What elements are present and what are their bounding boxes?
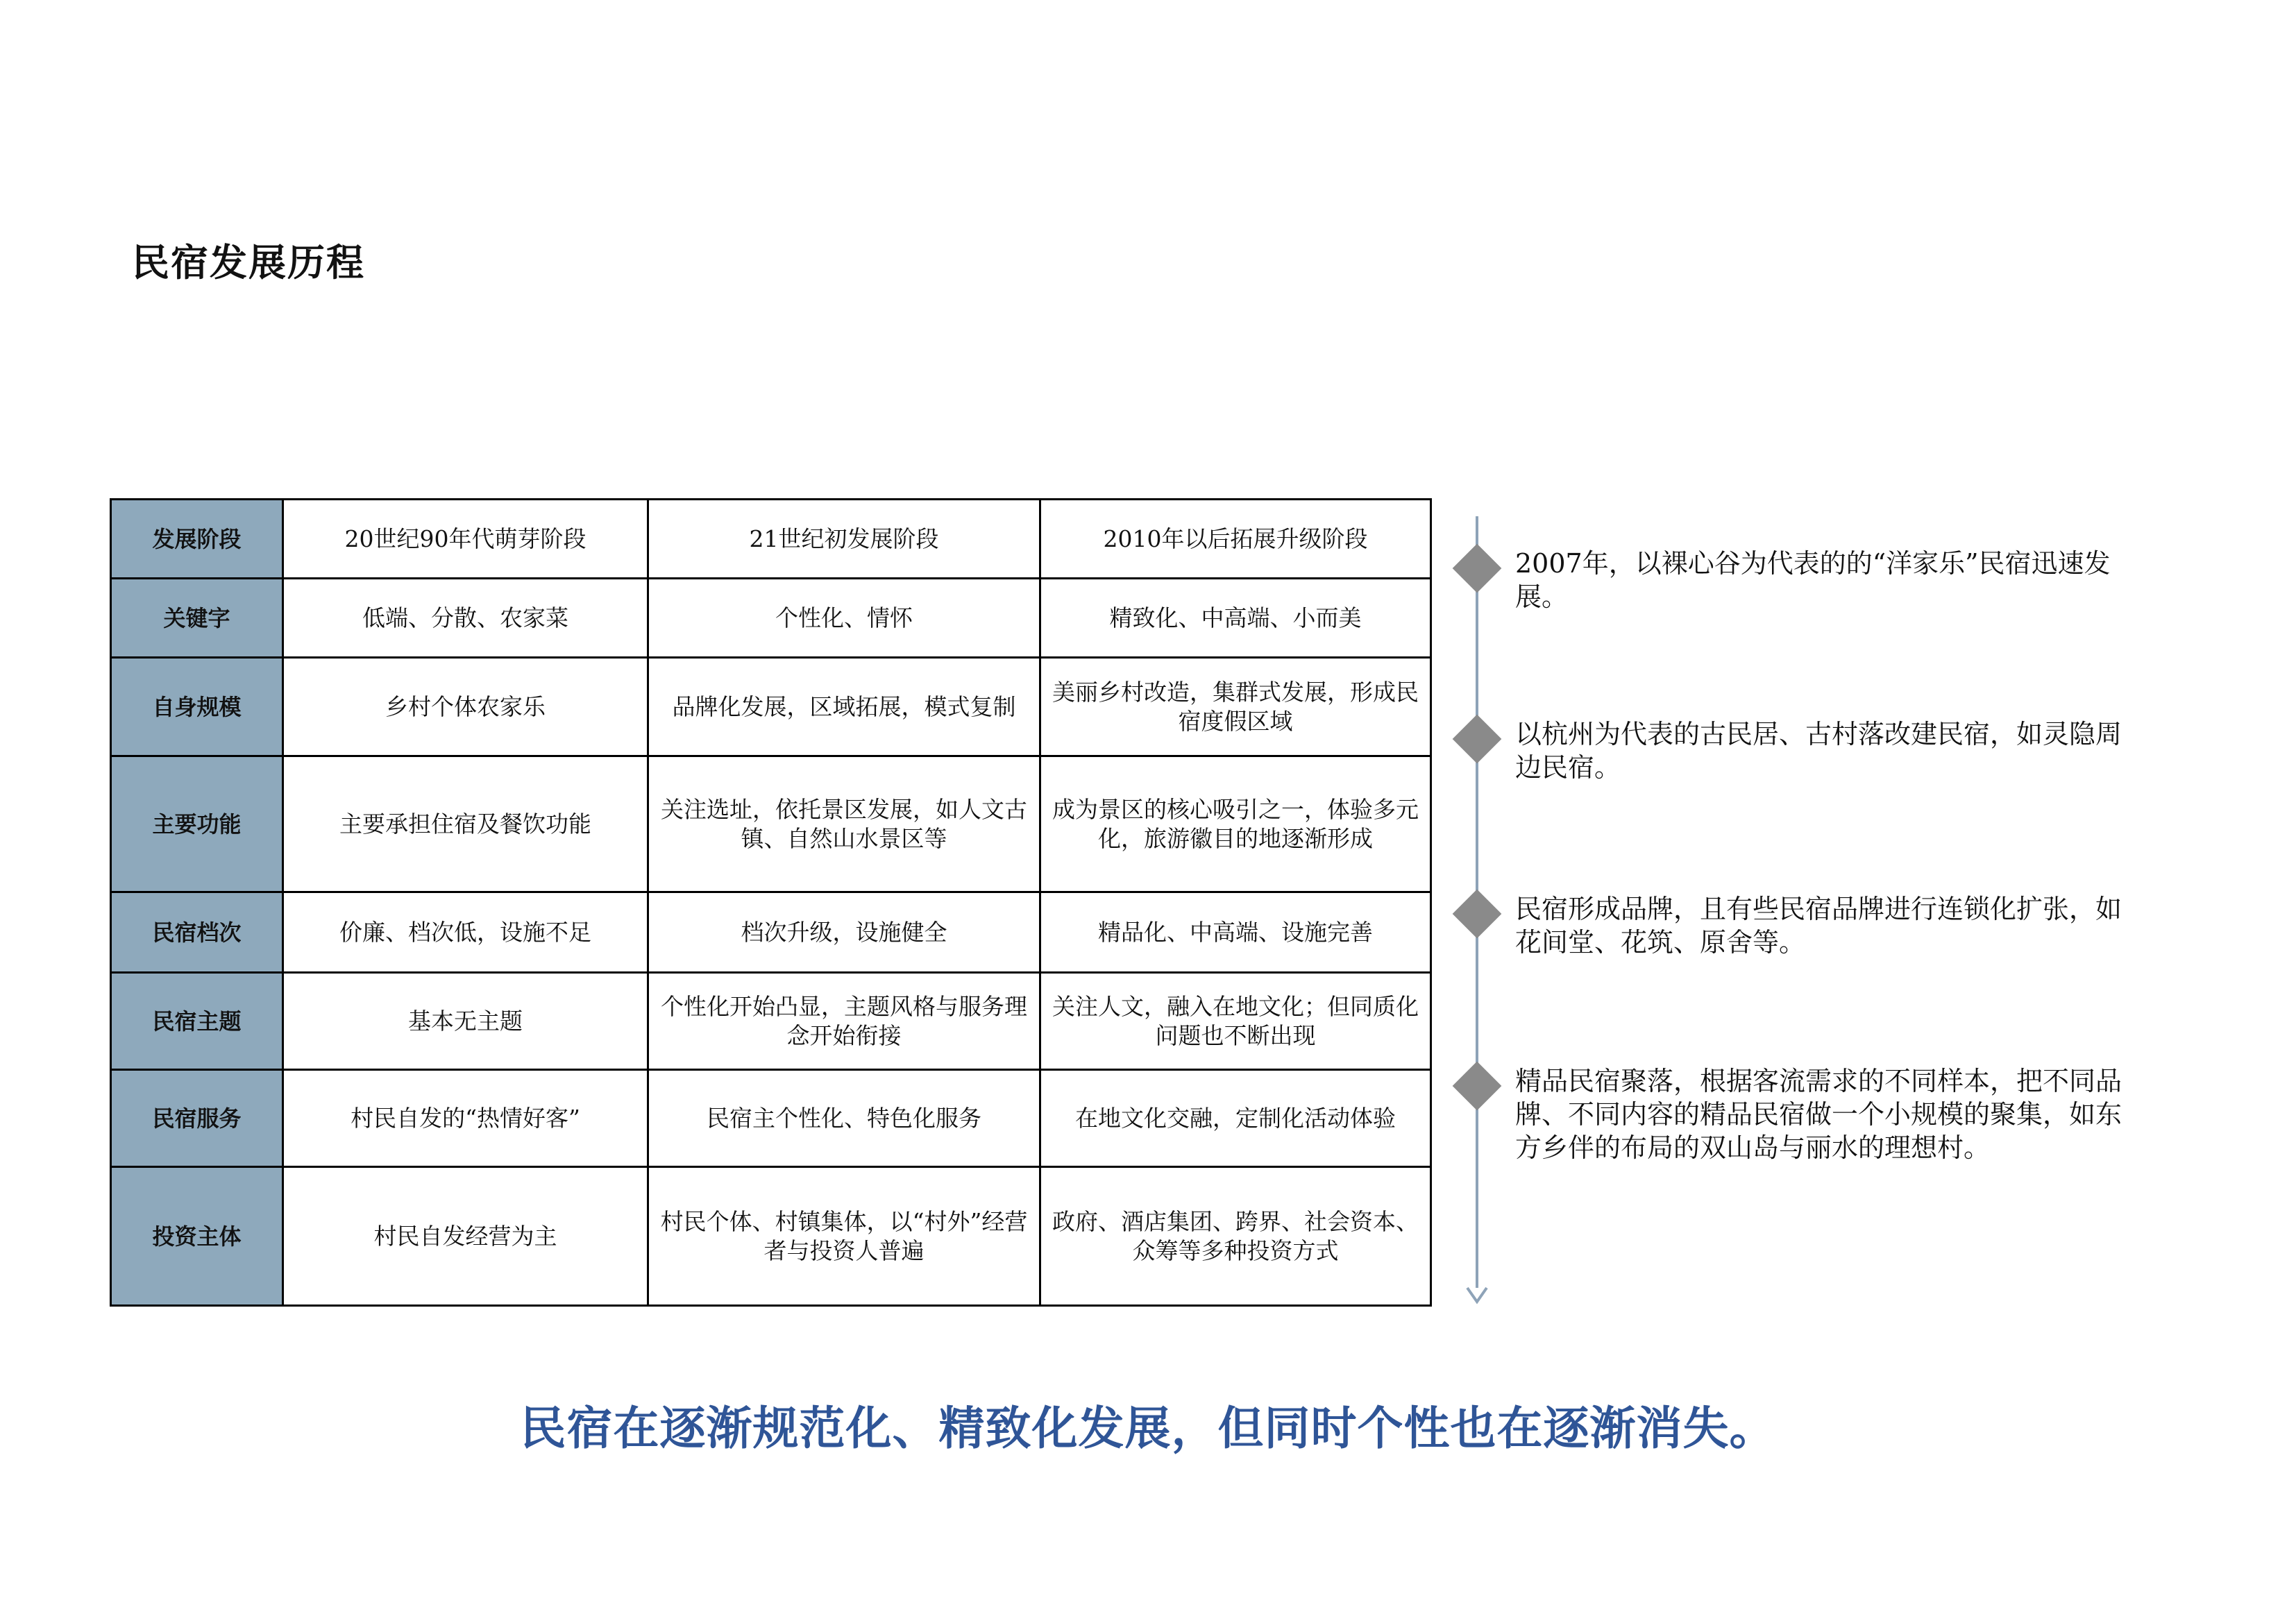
table-cell: 乡村个体农家乐	[283, 658, 648, 756]
table-cell: 精品化、中高端、设施完善	[1040, 892, 1431, 973]
table-cell: 21世纪初发展阶段	[648, 500, 1040, 579]
row-header: 民宿服务	[111, 1070, 283, 1167]
table-row	[111, 579, 1431, 658]
table-row	[111, 1070, 1431, 1167]
timeline-event: 民宿形成品牌，且有些民宿品牌进行连锁化扩张，如花间堂、花筑、原舍等。	[1515, 894, 2122, 958]
timeline-event: 精品民宿聚落，根据客流需求的不同样本，把不同品牌、不同内容的精品民宿做一个小规模的聚集，如东方乡伴的布局的双山岛与丽水的理想村。	[1515, 1066, 2122, 1163]
table-cell: 成为景区的核心吸引之一，体验多元化，旅游徽目的地逐渐形成	[1040, 756, 1431, 892]
table-cell: 价廉、档次低，设施不足	[283, 892, 648, 973]
row-header: 自身规模	[111, 658, 283, 756]
timeline-marker-icon	[1453, 1062, 1502, 1111]
row-header: 投资主体	[111, 1167, 283, 1306]
development-table	[110, 498, 1432, 1307]
table-cell: 村民自发经营为主	[283, 1167, 648, 1306]
table-cell: 村民自发的“热情好客”	[283, 1070, 648, 1167]
table-cell: 关注人文，融入在地文化；但同质化问题也不断出现	[1040, 973, 1431, 1070]
table-cell: 低端、分散、农家菜	[283, 579, 648, 658]
table-cell: 政府、酒店集团、跨界、社会资本、众筹等多种投资方式	[1040, 1167, 1431, 1306]
row-header: 民宿档次	[111, 892, 283, 973]
timeline-marker-icon	[1453, 544, 1502, 593]
table-cell: 2010年以后拓展升级阶段	[1040, 500, 1431, 579]
table-cell: 在地文化交融，定制化活动体验	[1040, 1070, 1431, 1167]
timeline-marker-icon	[1453, 890, 1502, 939]
table-cell: 个性化、情怀	[648, 579, 1040, 658]
table-cell: 村民个体、村镇集体，以“村外”经营者与投资人普遍	[648, 1167, 1040, 1306]
table-row	[111, 892, 1431, 973]
timeline-event: 以杭州为代表的古民居、古村落改建民宿，如灵隐周边民宿。	[1515, 719, 2122, 783]
table-cell: 民宿主个性化、特色化服务	[648, 1070, 1040, 1167]
conclusion-text: 民宿在逐渐规范化、精致化发展，但同时个性也在逐渐消失。	[520, 1401, 1776, 1455]
table-cell: 基本无主题	[283, 973, 648, 1070]
timeline-event: 2007年，以裸心谷为代表的的“洋家乐”民宿迅速发展。	[1515, 548, 2111, 612]
table-cell: 个性化开始凸显，主题风格与服务理念开始衔接	[648, 973, 1040, 1070]
table-row	[111, 658, 1431, 756]
table-cell: 档次升级，设施健全	[648, 892, 1040, 973]
table-row	[111, 1167, 1431, 1306]
table-row	[111, 500, 1431, 579]
timeline-marker-icon	[1453, 715, 1502, 764]
table-cell: 精致化、中高端、小而美	[1040, 579, 1431, 658]
row-header: 主要功能	[111, 756, 283, 892]
table-cell: 美丽乡村改造，集群式发展，形成民宿度假区域	[1040, 658, 1431, 756]
row-header: 关键字	[111, 579, 283, 658]
row-header: 民宿主题	[111, 973, 283, 1070]
table-cell: 20世纪90年代萌芽阶段	[283, 500, 648, 579]
page-title: 民宿发展历程	[132, 241, 365, 284]
table-row	[111, 973, 1431, 1070]
table-cell: 品牌化发展，区域拓展，模式复制	[648, 658, 1040, 756]
row-header: 发展阶段	[111, 500, 283, 579]
table-cell: 关注选址，依托景区发展，如人文古镇、自然山水景区等	[648, 756, 1040, 892]
arrow-down-icon	[1464, 1282, 1489, 1307]
table-cell: 主要承担住宿及餐饮功能	[283, 756, 648, 892]
table-row	[111, 756, 1431, 892]
